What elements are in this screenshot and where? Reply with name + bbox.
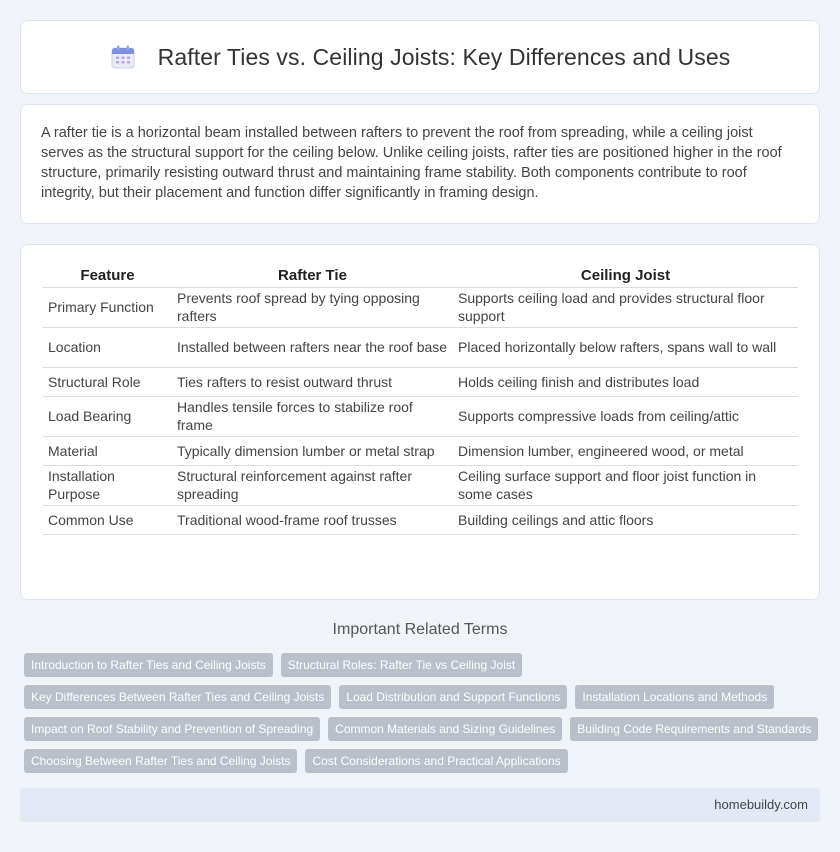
related-term-tag[interactable]: Introduction to Rafter Ties and Ceiling Joists (24, 653, 273, 677)
table-row (43, 436, 798, 465)
table-cell: Traditional wood-frame roof trusses (172, 505, 453, 534)
column-header-ceiling-joist: Ceiling Joist (453, 265, 798, 287)
table-row (43, 367, 798, 396)
related-term-tag[interactable]: Building Code Requirements and Standards (570, 717, 818, 741)
footer (20, 788, 820, 822)
related-term-tag[interactable]: Load Distribution and Support Functions (339, 685, 567, 709)
related-terms-tags (24, 653, 824, 781)
table-row (43, 396, 798, 436)
table-cell: Supports compressive loads from ceiling/attic (453, 396, 798, 436)
table-cell: Common Use (43, 505, 172, 534)
related-term-tag[interactable]: Common Materials and Sizing Guidelines (328, 717, 562, 741)
table-cell: Placed horizontally below rafters, spans wall to wall (453, 327, 798, 367)
page-title: Rafter Ties vs. Ceiling Joists: Key Differences and Uses (157, 43, 731, 70)
tag-row (24, 717, 824, 741)
table-cell: Handles tensile forces to stabilize roof frame (172, 396, 453, 436)
table-cell: Dimension lumber, engineered wood, or metal (453, 436, 798, 465)
table-cell: Building ceilings and attic floors (453, 505, 798, 534)
table-cell: Structural Role (43, 367, 172, 396)
intro-card (20, 104, 820, 224)
table-cell: Prevents roof spread by tying opposing rafters (172, 287, 453, 327)
table-cell: Material (43, 436, 172, 465)
table-cell: Primary Function (43, 287, 172, 327)
tag-row (24, 685, 824, 709)
table-cell: Load Bearing (43, 396, 172, 436)
calendar-icon (110, 44, 136, 70)
related-term-tag[interactable]: Structural Roles: Rafter Tie vs Ceiling Joist (281, 653, 522, 677)
table-row (43, 505, 798, 534)
related-term-tag[interactable]: Impact on Roof Stability and Prevention of Spreading (24, 717, 320, 741)
related-term-tag[interactable]: Installation Locations and Methods (575, 685, 774, 709)
related-term-tag[interactable]: Cost Considerations and Practical Applications (305, 749, 567, 773)
table-row (43, 327, 798, 367)
table-cell: Ties rafters to resist outward thrust (172, 367, 453, 396)
tag-row (24, 653, 824, 677)
tag-row (24, 749, 824, 773)
intro-paragraph: A rafter tie is a horizontal beam installed between rafters to prevent the roof from spreading, while a ceiling joist serves as the structural support for the ceiling below. Unlike ceiling joists, rafter ties are positioned higher in the roof structure, primarily resisting outward thrust and maintaining frame stability. Both components contribute to roof integrity, but their placement and function differ significantly in framing design. (41, 125, 782, 201)
related-terms-heading: Important Related Terms (332, 621, 508, 638)
table-cell: Holds ceiling finish and distributes load (453, 367, 798, 396)
column-header-rafter-tie: Rafter Tie (172, 265, 453, 287)
header-card (20, 20, 820, 94)
table-cell: Location (43, 327, 172, 367)
footer-site-name[interactable]: homebuildy.com (714, 797, 808, 812)
table-cell: Ceiling surface support and floor joist function in some cases (453, 465, 798, 505)
table-cell: Installed between rafters near the roof base (172, 327, 453, 367)
column-header-feature: Feature (43, 265, 172, 287)
comparison-table (43, 265, 798, 535)
title-wrap (110, 44, 731, 71)
table-cell: Structural reinforcement against rafter spreading (172, 465, 453, 505)
table-cell: Typically dimension lumber or metal strap (172, 436, 453, 465)
table-header-row (43, 265, 798, 287)
related-term-tag[interactable]: Key Differences Between Rafter Ties and Ceiling Joists (24, 685, 331, 709)
table-cell: Installation Purpose (43, 465, 172, 505)
table-row (43, 465, 798, 505)
comparison-table-card (20, 244, 820, 600)
table-cell: Supports ceiling load and provides structural floor support (453, 287, 798, 327)
table-row (43, 287, 798, 327)
related-term-tag[interactable]: Choosing Between Rafter Ties and Ceiling Joists (24, 749, 297, 773)
